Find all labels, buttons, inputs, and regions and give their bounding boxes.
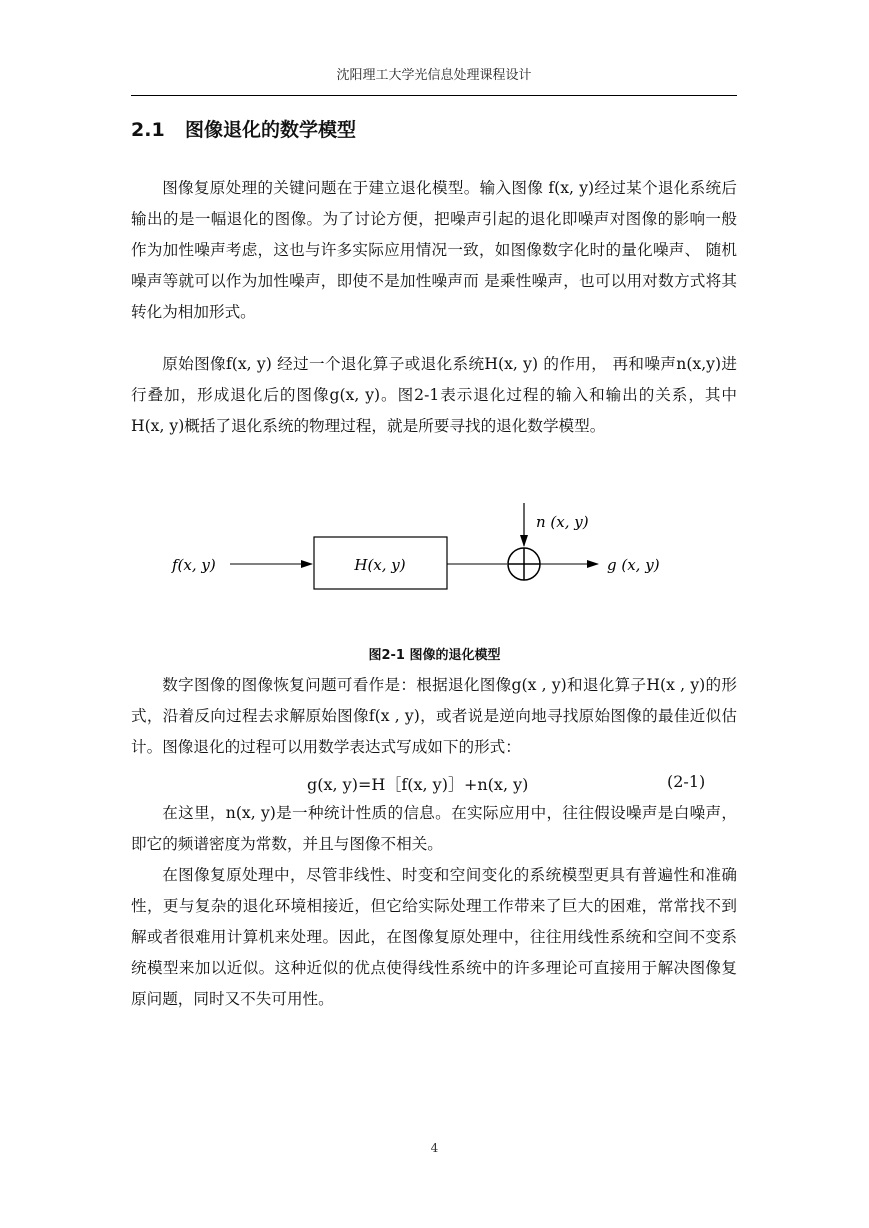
output-signal-label: g (x, y) bbox=[607, 556, 660, 574]
degradation-system-label: H(x, y) bbox=[354, 556, 406, 574]
paragraph-degradation-intro: 图像复原处理的关键问题在于建立退化模型。输入图像 f(x, y)经过某个退化系统后输出的是一幅退化的图像。为了讨论方便，把噪声引起的退化即噪声对图像的影响一般作为加性噪声考虑，这也与许多实际应用情况一致，如图像数字化时的量化噪声、 随机噪声等就可以作为加性噪声，即使不是加性噪声而 是乘性噪声，也可以用对数方式将其转化为相加形式。 bbox=[131, 179, 737, 321]
degradation-equation: g(x, y)=H［f(x, y)］+n(x, y) bbox=[307, 775, 529, 794]
degradation-model-diagram bbox=[0, 495, 869, 605]
equation-number: (2-1) bbox=[667, 772, 706, 791]
section-title: 图像退化的数学模型 bbox=[185, 119, 357, 141]
paragraph-model-description: 原始图像f(x, y) 经过一个退化算子或退化系统H(x, y) 的作用， 再和噪声n(x,y)进行叠加，形成退化后的图像g(x, y)。图2-1表示退化过程的输入和输出的关系，其中H(x, y)概括了退化系统的物理过程，就是所要寻找的退化数学模型。 bbox=[131, 355, 737, 435]
noise-label: n (x, y) bbox=[536, 513, 589, 531]
paragraph-linear-approximation: 在图像复原处理中，尽管非线性、时变和空间变化的系统模型更具有普遍性和准确性，更与复杂的退化环境相接近，但它给实际处理工作带来了巨大的困难，常常找不到解或者很难用计算机来处理。因此，在图像复原处理中，往往用线性系统和空间不变系统模型来加以近似。这种近似的优点使得线性系统中的许多理论可直接用于解决图像复原问题，同时又不失可用性。 bbox=[131, 866, 737, 1008]
running-header: 沈阳理工大学光信息处理课程设计 bbox=[336, 68, 532, 83]
section-heading bbox=[131, 115, 356, 142]
figure-caption: 图2-1 图像的退化模型 bbox=[368, 648, 501, 663]
paragraph-restoration-problem: 数字图像的图像恢复问题可看作是：根据退化图像g(x , y)和退化算子H(x , y)的形式，沿着反向过程去求解原始图像f(x , y)，或者说是逆向地寻找原始图像的最佳近似估计。图像退化的过程可以用数学表达式写成如下的形式： bbox=[131, 676, 737, 756]
input-signal-label: f(x, y) bbox=[172, 556, 216, 574]
page-number: 4 bbox=[430, 1141, 439, 1155]
header-rule bbox=[131, 95, 737, 96]
paragraph-noise-assumption: 在这里，n(x, y)是一种统计性质的信息。在实际应用中，往往假设噪声是白噪声，即它的频谱密度为常数，并且与图像不相关。 bbox=[131, 804, 737, 853]
section-number: 2.1 bbox=[131, 119, 165, 141]
